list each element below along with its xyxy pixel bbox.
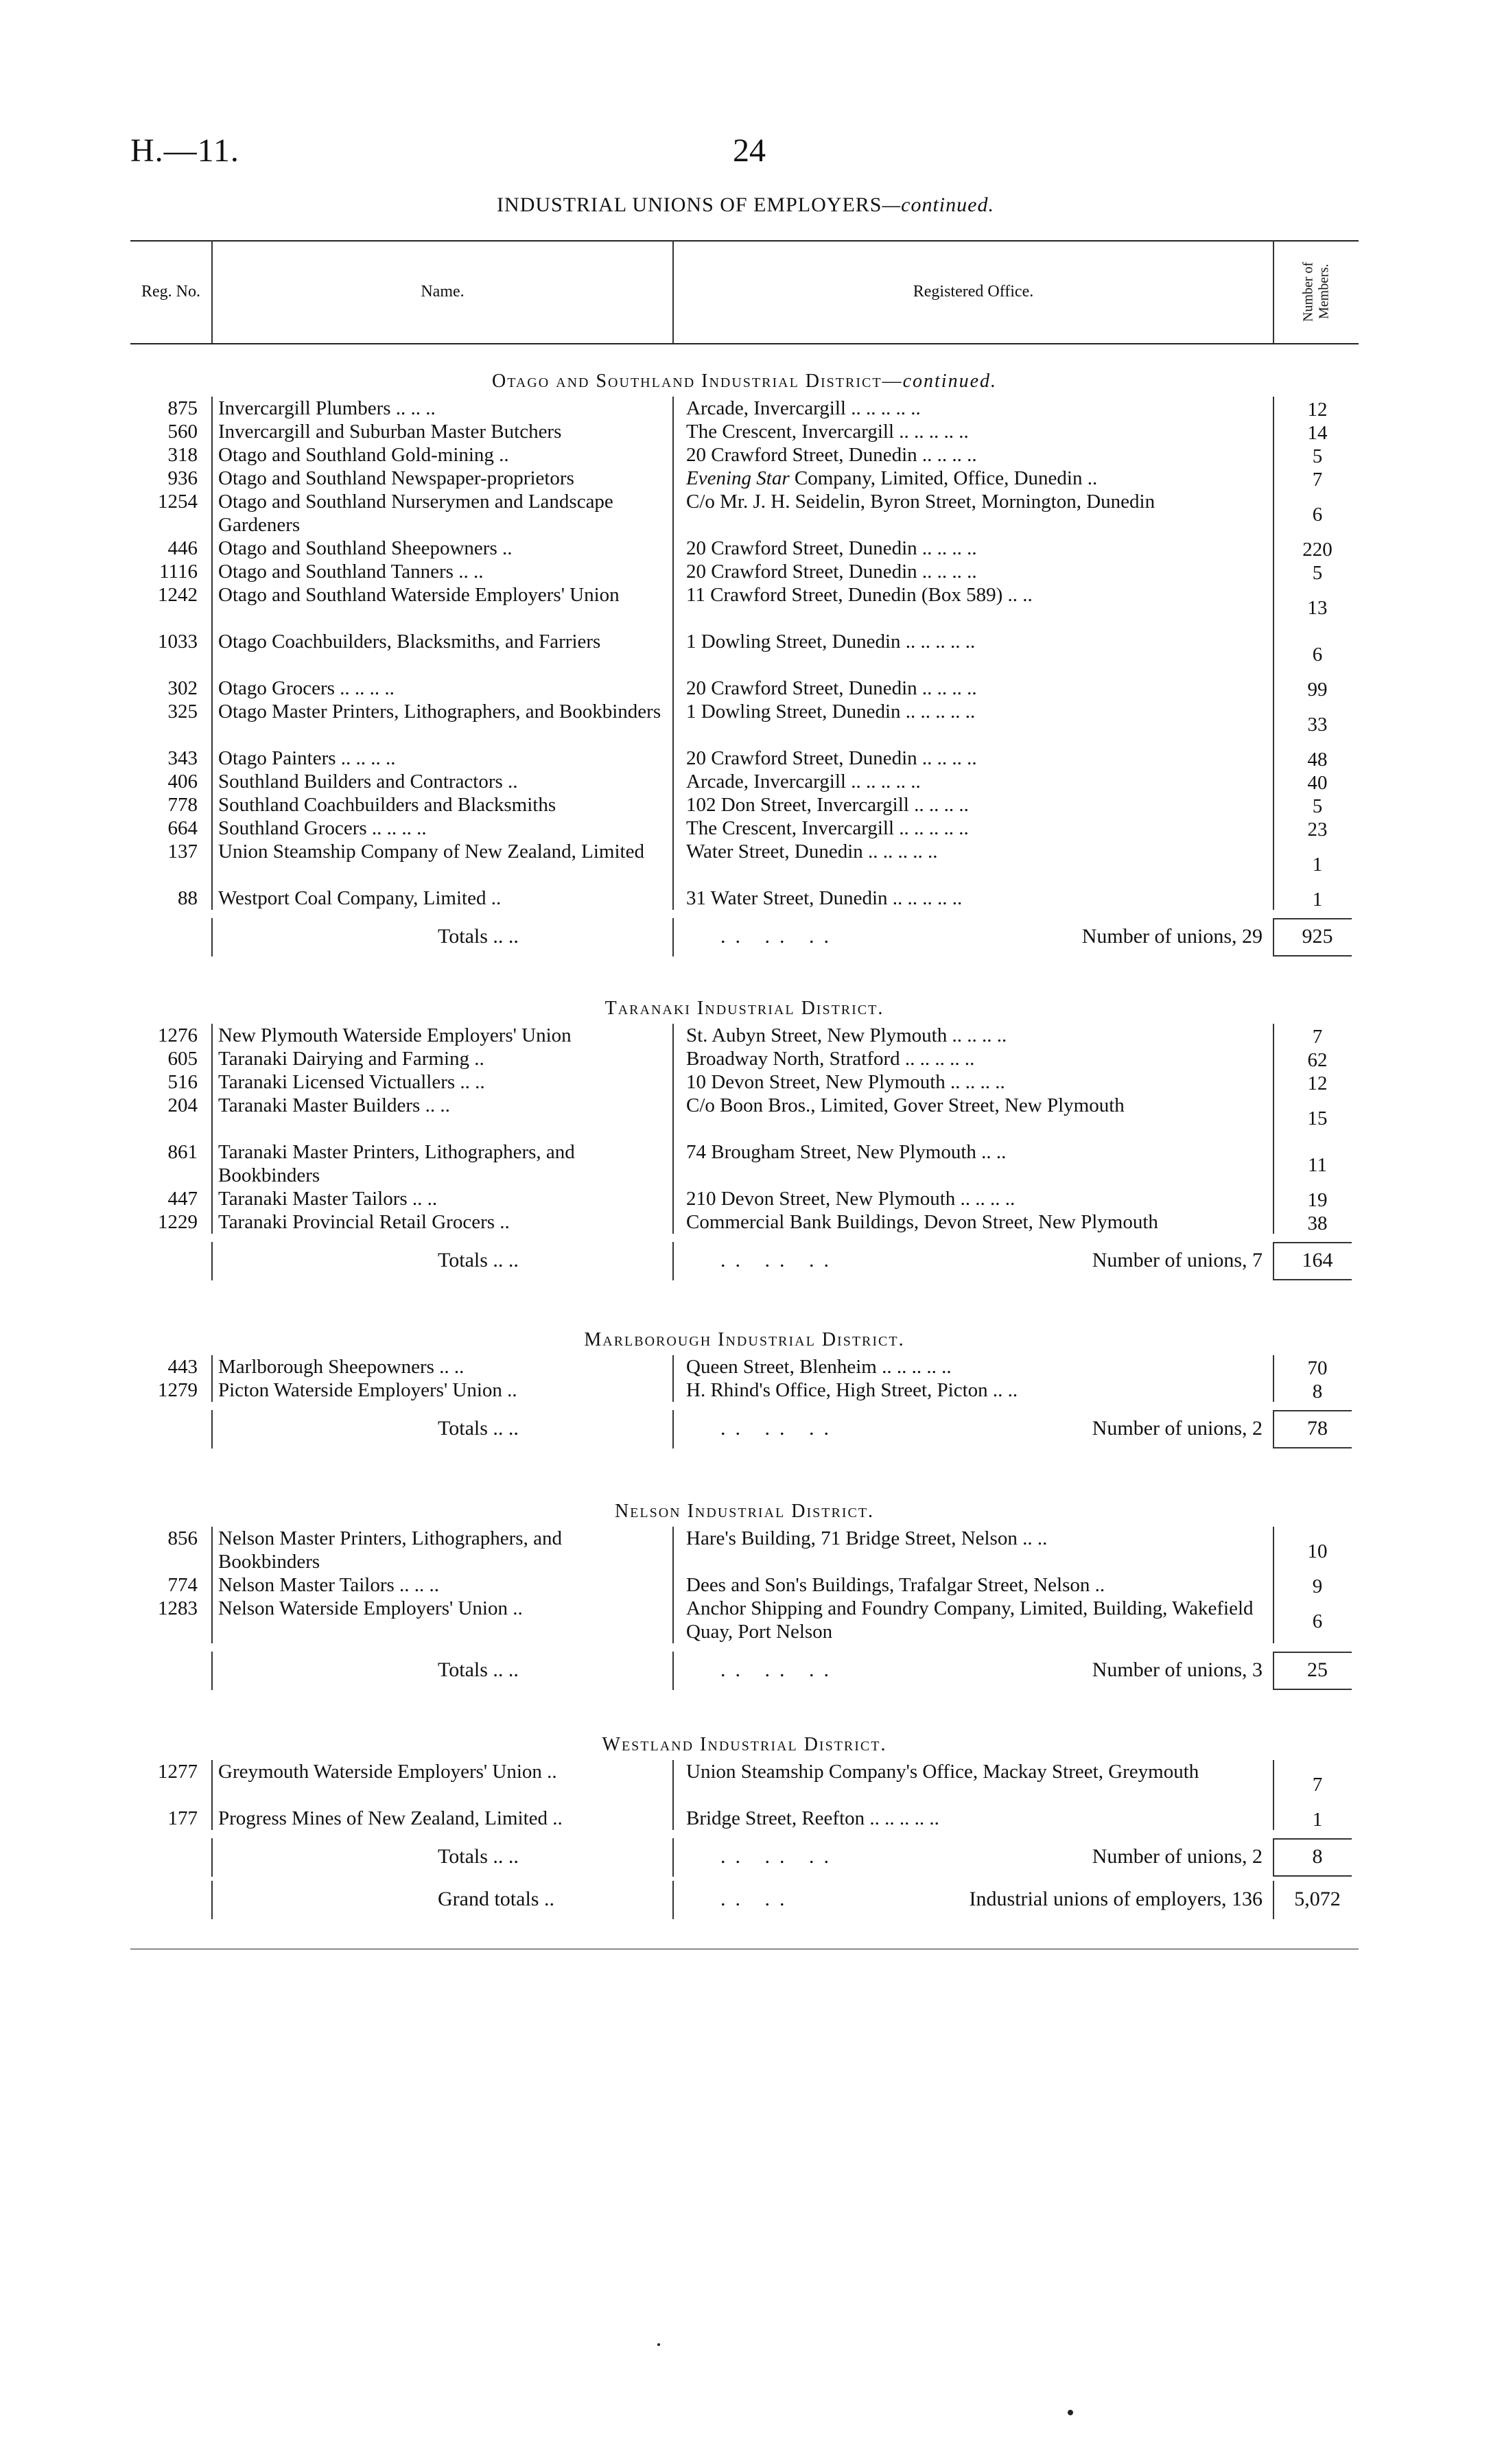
union-name: Otago Master Printers, Lithographers, and Bookbinders (218, 701, 661, 723)
totals-row (130, 1838, 1359, 1877)
registered-office: 20 Crawford Street, Dunedin .. .. .. .. (686, 444, 977, 466)
section-marlborough (130, 1328, 1359, 1352)
reg-number: 447 (167, 1188, 198, 1210)
title-main: INDUSTRIAL UNIONS OF EMPLOYERS (497, 193, 882, 216)
reg-number: 1279 (158, 1379, 198, 1401)
union-name: Southland Builders and Contractors .. (218, 771, 518, 793)
registered-office: 74 Brougham Street, New Plymouth .. .. (686, 1141, 1007, 1163)
title-continued: —continued. (882, 193, 994, 216)
registered-office: C/o Mr. J. H. Seidelin, Byron Street, Mornington, Dunedin (686, 491, 1155, 513)
grand-members-total: 5,072 (1294, 1888, 1341, 1910)
table-row (130, 560, 1359, 583)
reg-number: 664 (167, 817, 198, 839)
union-name: Greymouth Waterside Employers' Union .. (218, 1761, 557, 1783)
union-name: Otago and Southland Tanners .. .. (218, 561, 484, 583)
reg-number: 446 (167, 537, 198, 559)
union-count: Number of unions, 2 (1092, 1845, 1263, 1868)
column-header-reg: Reg. No. (141, 282, 200, 301)
page-header (0, 0, 1491, 226)
table-row (130, 817, 1359, 840)
registered-office: 102 Don Street, Invercargill .. .. .. .. (686, 794, 969, 816)
union-name: Union Steamship Company of New Zealand, Limited (218, 841, 644, 863)
member-count: 40 (1307, 772, 1328, 794)
print-speck (1068, 2410, 1073, 2415)
member-count: 5 (1312, 795, 1323, 817)
reg-number: 137 (167, 841, 198, 863)
totals-label: Totals .. .. (438, 1845, 519, 1868)
section-nelson (130, 1499, 1359, 1524)
table-row (130, 1047, 1359, 1070)
member-count: 23 (1307, 819, 1328, 841)
union-name: Otago Coachbuilders, Blacksmiths, and Farriers (218, 631, 601, 653)
section-title: Westland Industrial District. (602, 1734, 887, 1755)
section-title: Taranaki Industrial District. (604, 998, 884, 1019)
leader-dots: .. .. .. (720, 925, 838, 948)
table-row (130, 1378, 1359, 1402)
reg-number: 1283 (158, 1597, 198, 1619)
member-count: 33 (1307, 714, 1328, 736)
leader-dots: .. .. .. (720, 1417, 838, 1440)
section-westland (130, 1733, 1359, 1757)
union-name: Taranaki Master Printers, Lithographers, and Bookbinders (218, 1141, 575, 1186)
member-count: 7 (1312, 1026, 1323, 1048)
member-count: 38 (1307, 1212, 1328, 1234)
leader-dots: .. .. (720, 1888, 795, 1910)
table-row (130, 700, 1359, 747)
member-count: 12 (1307, 399, 1328, 421)
totals-row (130, 1652, 1359, 1690)
registered-office: Commercial Bank Buildings, Devon Street, New Plymouth (686, 1211, 1158, 1233)
member-count: 5 (1312, 562, 1323, 584)
totals-label: Totals .. .. (438, 1249, 519, 1271)
union-name: Taranaki Dairying and Farming .. (218, 1048, 484, 1070)
reg-number: 1242 (158, 584, 198, 606)
registered-office: St. Aubyn Street, New Plymouth .. .. .. .. (686, 1024, 1007, 1046)
member-count: 8 (1312, 1381, 1323, 1403)
member-count: 5 (1312, 445, 1323, 467)
table-row (130, 630, 1359, 677)
reg-number: 204 (167, 1094, 198, 1116)
reg-number: 861 (167, 1141, 198, 1163)
union-name: Otago and Southland Nurserymen and Landscape Gardeners (218, 491, 613, 536)
column-header-members: Number of Members. (1300, 261, 1332, 322)
member-count: 7 (1312, 1774, 1323, 1796)
member-count: 99 (1307, 679, 1328, 701)
registered-office: H. Rhind's Office, High Street, Picton .. .. (686, 1379, 1018, 1401)
reg-number: 856 (167, 1527, 198, 1549)
registered-office: 10 Devon Street, New Plymouth .. .. .. .. (686, 1071, 1005, 1093)
registered-office: 20 Crawford Street, Dunedin .. .. .. .. (686, 537, 977, 559)
member-count: 12 (1307, 1072, 1328, 1094)
union-name: Picton Waterside Employers' Union .. (218, 1379, 517, 1401)
registered-office: 20 Crawford Street, Dunedin .. .. .. .. (686, 747, 977, 769)
reg-number: 1276 (158, 1024, 198, 1046)
table-row (130, 420, 1359, 443)
registered-office: Broadway North, Stratford .. .. .. .. .. (686, 1048, 975, 1070)
grand-union-count: Industrial unions of employers, 136 (969, 1888, 1263, 1910)
union-name: Taranaki Licensed Victuallers .. .. (218, 1071, 485, 1093)
registered-office: 1 Dowling Street, Dunedin .. .. .. .. .. (686, 701, 976, 723)
table-row (130, 793, 1359, 817)
registered-office: Arcade, Invercargill .. .. .. .. .. (686, 771, 921, 793)
member-count: 1 (1312, 854, 1323, 876)
registered-office: Arcade, Invercargill .. .. .. .. .. (686, 397, 921, 419)
reg-number: 318 (167, 444, 198, 466)
reg-number: 443 (167, 1356, 198, 1378)
union-name: Otago and Southland Sheepowners .. (218, 537, 513, 559)
reg-number: 1033 (158, 631, 198, 653)
totals-label: Totals .. .. (438, 1658, 519, 1681)
table-row (130, 443, 1359, 467)
union-name: Southland Grocers .. .. .. .. (218, 817, 427, 839)
reg-number: 1254 (158, 491, 198, 513)
registered-office: Evening Star Company, Limited, Office, Dunedin .. (686, 467, 1098, 489)
union-count: Number of unions, 7 (1092, 1249, 1263, 1271)
member-count: 220 (1302, 539, 1332, 561)
union-name: Taranaki Master Tailors .. .. (218, 1188, 438, 1210)
grand-totals-label: Grand totals .. (438, 1888, 554, 1910)
union-name: Marlborough Sheepowners .. .. (218, 1356, 465, 1378)
registered-office: 31 Water Street, Dunedin .. .. .. .. .. (686, 887, 963, 909)
registered-office: 20 Crawford Street, Dunedin .. .. .. .. (686, 561, 977, 583)
members-total: 925 (1302, 925, 1333, 948)
member-count: 14 (1307, 422, 1328, 444)
reg-number: 1116 (159, 561, 198, 583)
reg-number: 605 (167, 1048, 198, 1070)
table-row (130, 1024, 1359, 1047)
members-total: 8 (1312, 1845, 1323, 1868)
member-count: 10 (1307, 1540, 1328, 1562)
member-count: 48 (1307, 749, 1328, 771)
reg-number: 406 (167, 771, 198, 793)
member-count: 6 (1312, 504, 1323, 526)
registered-office: Queen Street, Blenheim .. .. .. .. .. (686, 1356, 952, 1378)
union-name: Southland Coachbuilders and Blacksmiths (218, 794, 556, 816)
union-count: Number of unions, 3 (1092, 1658, 1263, 1681)
grand-totals-row (130, 1881, 1359, 1919)
union-name: Otago and Southland Gold-mining .. (218, 444, 509, 466)
table-row (130, 1355, 1359, 1378)
registered-office: Water Street, Dunedin .. .. .. .. .. (686, 841, 938, 863)
members-total: 78 (1307, 1417, 1328, 1440)
section-title: Nelson Industrial District. (614, 1501, 875, 1522)
registered-office: Union Steamship Company's Office, Mackay Street, Greymouth (686, 1761, 1199, 1783)
reg-number: 343 (167, 747, 198, 769)
column-header-name: Name. (421, 282, 465, 301)
leader-dots: .. .. .. (720, 1658, 838, 1681)
reg-number: 875 (167, 397, 198, 419)
document-reference: H.—11. (130, 132, 239, 169)
table-row (130, 1187, 1359, 1210)
reg-number: 325 (167, 701, 198, 723)
print-speck (657, 2343, 660, 2346)
union-name: Otago Grocers .. .. .. .. (218, 677, 395, 699)
member-count: 13 (1307, 597, 1328, 619)
table-row (130, 1760, 1359, 1807)
registered-office: Anchor Shipping and Foundry Company, Limited, Building, Wakefield Quay, Port Nelson (686, 1597, 1254, 1643)
reg-number: 302 (167, 677, 198, 699)
reg-number: 1277 (158, 1761, 198, 1783)
leader-dots: .. .. .. (720, 1845, 838, 1868)
table-row (130, 490, 1359, 537)
totals-row (130, 918, 1359, 957)
union-name: Invercargill and Suburban Master Butchers (218, 421, 562, 443)
page-title (0, 193, 1491, 217)
member-count: 19 (1307, 1189, 1328, 1211)
union-name: Taranaki Master Builders .. .. (218, 1094, 450, 1116)
table-row (130, 1070, 1359, 1094)
member-count: 1 (1312, 889, 1323, 911)
table-row (130, 770, 1359, 793)
reg-number: 778 (167, 794, 198, 816)
table-row (130, 537, 1359, 560)
member-count: 7 (1312, 469, 1323, 491)
registered-office: 210 Devon Street, New Plymouth .. .. .. .. (686, 1188, 1015, 1210)
members-total: 25 (1307, 1658, 1328, 1681)
union-name: New Plymouth Waterside Employers' Union (218, 1024, 572, 1046)
table-row (130, 677, 1359, 700)
registered-office: 11 Crawford Street, Dunedin (Box 589) .. .. (686, 584, 1033, 606)
table-row (130, 1527, 1359, 1573)
member-count: 6 (1312, 1610, 1323, 1632)
union-name: Progress Mines of New Zealand, Limited .. (218, 1807, 563, 1829)
union-name: Otago Painters .. .. .. .. (218, 747, 396, 769)
registered-office: Bridge Street, Reefton .. .. .. .. .. (686, 1807, 939, 1829)
union-name: Otago and Southland Waterside Employers' Union (218, 584, 620, 606)
member-count: 15 (1307, 1107, 1328, 1129)
table-row (130, 397, 1359, 420)
totals-label: Totals .. .. (438, 925, 519, 948)
registered-office: Dees and Son's Buildings, Trafalgar Street, Nelson .. (686, 1574, 1105, 1596)
union-count: Number of unions, 2 (1092, 1417, 1263, 1440)
table-row (130, 1140, 1359, 1187)
member-count: 11 (1308, 1154, 1327, 1176)
union-name: Invercargill Plumbers .. .. .. (218, 397, 436, 419)
registered-office: The Crescent, Invercargill .. .. .. .. .. (686, 817, 969, 839)
totals-row (130, 1410, 1359, 1448)
member-count: 62 (1307, 1049, 1328, 1071)
table-row (130, 1094, 1359, 1140)
registered-office: The Crescent, Invercargill .. .. .. .. .. (686, 421, 969, 443)
table-row (130, 467, 1359, 490)
section-otago-southland (130, 369, 1359, 394)
registered-office: 20 Crawford Street, Dunedin .. .. .. .. (686, 677, 977, 699)
table-row (130, 1210, 1359, 1234)
member-count: 1 (1312, 1809, 1323, 1831)
reg-number: 560 (167, 421, 198, 443)
reg-number: 516 (167, 1071, 198, 1093)
reg-number: 177 (167, 1807, 198, 1829)
column-header-office: Registered Office. (913, 282, 1034, 301)
page-number: 24 (733, 132, 766, 169)
leader-dots: .. .. .. (720, 1249, 838, 1271)
table-row (130, 1597, 1359, 1643)
totals-label: Totals .. .. (438, 1417, 519, 1440)
totals-row (130, 1242, 1359, 1280)
union-name: Westport Coal Company, Limited .. (218, 887, 502, 909)
registered-office: 1 Dowling Street, Dunedin .. .. .. .. .. (686, 631, 976, 653)
table-row (130, 583, 1359, 630)
members-total: 164 (1302, 1249, 1333, 1271)
section-title: Otago and Southland Industrial District—continued. (491, 371, 997, 392)
section-title: Marlborough Industrial District. (584, 1329, 905, 1350)
union-name: Nelson Waterside Employers' Union .. (218, 1597, 523, 1619)
table-row (130, 840, 1359, 887)
reg-number: 1229 (158, 1211, 198, 1233)
table-row (130, 887, 1359, 910)
union-name: Nelson Master Printers, Lithographers, and Bookbinders (218, 1527, 562, 1573)
table-row (130, 1807, 1359, 1830)
member-count: 6 (1312, 644, 1323, 666)
member-count: 9 (1312, 1575, 1323, 1597)
reg-number: 936 (167, 467, 198, 489)
member-count: 70 (1307, 1357, 1328, 1379)
reg-number: 774 (167, 1574, 198, 1596)
table-row (130, 747, 1359, 770)
union-name: Otago and Southland Newspaper-proprietors (218, 467, 574, 489)
union-count: Number of unions, 29 (1081, 925, 1263, 948)
table-row (130, 1573, 1359, 1597)
union-name: Taranaki Provincial Retail Grocers .. (218, 1211, 510, 1233)
union-name: Nelson Master Tailors .. .. .. (218, 1574, 440, 1596)
registered-office: Hare's Building, 71 Bridge Street, Nelson .. .. (686, 1527, 1048, 1549)
registered-office: C/o Boon Bros., Limited, Gover Street, New Plymouth (686, 1094, 1125, 1116)
section-taranaki (130, 996, 1359, 1021)
reg-number: 88 (178, 887, 198, 909)
